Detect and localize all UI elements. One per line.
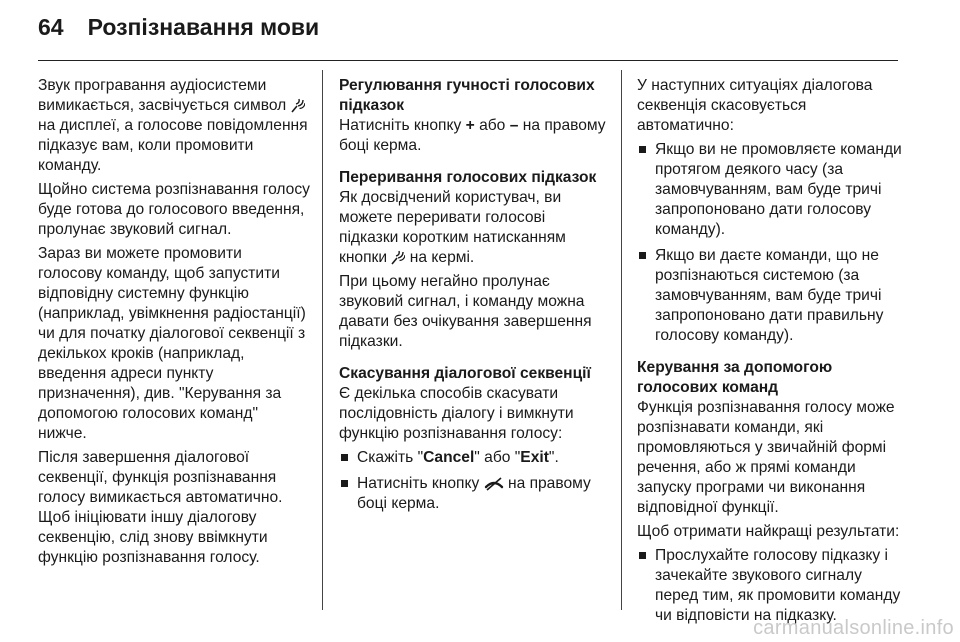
page-number: 64	[38, 14, 64, 40]
section-volume	[339, 76, 607, 156]
section-cancel	[339, 364, 607, 514]
auto-cancel-list	[637, 140, 905, 346]
paragraph-speak: Зараз ви можете промовити голосову команду, щоб запустити відповідну системну функцію (наприклад, увімкнення радіостанції) чи для початку діалогової секвенції з декількох кроків (наприклад, введення адреси пункту призначення), див. "Керування за допомогою голосових команд" нижче.	[38, 245, 306, 442]
page-title: Розпізнавання мови	[87, 14, 320, 40]
paragraph-display-symbol	[38, 76, 310, 176]
list-text: " або "	[474, 449, 521, 466]
paragraph-after-dialog: Після завершення діалогової секвенції, функція розпізнавання голосу вимикається автоматично. Щоб ініціювати іншу діалогову секвенцію, слід знову ввімкнути функцію розпізнавання голосу.	[38, 449, 283, 566]
results-list	[637, 546, 905, 626]
plus-symbol: +	[465, 117, 475, 134]
paragraph-results: Щоб отримати найкращі результати:	[637, 523, 900, 540]
heading-control: Керування за допомогою голосових команд	[637, 359, 833, 396]
column-2	[339, 76, 607, 526]
paragraph-text: Як досвідчений користувач, ви можете переривати голосові підказки коротким натисканням кнопки	[339, 189, 566, 266]
column-1	[38, 76, 310, 572]
list-text: Натисніть кнопку	[357, 475, 480, 492]
column-3	[637, 76, 905, 638]
paragraph-control: Функція розпізнавання голосу може розпізнавати команди, які промовляються у звичайній формі речення, або ж прямі команди запуску програми чи виконання відповідної функції.	[637, 399, 895, 516]
page-header	[38, 14, 319, 54]
paragraph-interrupt-2: При цьому негайно пролунає звуковий сигнал, і команду можна давати без очікування завершення підказки.	[339, 273, 592, 350]
paragraph-interrupt	[339, 188, 607, 268]
list-item	[339, 474, 607, 514]
list-text: Скажіть "	[357, 449, 424, 466]
list-item: Якщо ви даєте команди, що не розпізнаються системою (за замовчуванням, вам буде тричі запропоновано дати правильну голосову команду).	[637, 246, 905, 346]
paragraph-volume	[339, 116, 607, 156]
paragraph-auto-cancel: У наступних ситуаціях діалогова секвенція скасовується автоматично:	[637, 77, 873, 134]
section-auto-cancel	[637, 76, 905, 346]
hangup-icon	[484, 477, 504, 491]
list-item: Прослухайте голосову підказку і зачекайте звукового сигналу перед тим, як промовити команду чи відповісти на підказку.	[637, 546, 905, 626]
column-divider-1	[322, 70, 323, 610]
exit-keyword: Exit	[520, 449, 549, 466]
paragraph-text: або	[479, 117, 506, 134]
paragraph-text: на правому боці керма.	[339, 117, 606, 154]
heading-volume: Регулювання гучності голосових підказок	[339, 77, 595, 114]
voice-icon	[391, 249, 405, 265]
cancel-keyword: Cancel	[423, 449, 475, 466]
header-rule	[38, 60, 898, 61]
paragraph-cancel: Є декілька способів скасувати послідовність діалогу і вимкнути функцію розпізнавання голосу:	[339, 385, 574, 442]
watermark: carmanualsonline.info	[753, 617, 954, 639]
list-item: Якщо ви не промовляєте команди протягом деякого часу (за замовчуванням, вам буде тричі запропоновано дати голосову команду).	[637, 140, 905, 240]
cancel-list	[339, 448, 607, 514]
column-divider-2	[621, 70, 622, 610]
heading-interrupt: Переривання голосових підказок	[339, 169, 597, 186]
voice-icon	[291, 97, 305, 113]
paragraph-text: Звук програвання аудіосистеми вимикається, засвічується символ	[38, 77, 287, 114]
list-text: ".	[548, 449, 559, 466]
list-item	[339, 448, 607, 468]
paragraph-text: на дисплеї, а голосове повідомлення підказує вам, коли промовити команду.	[38, 117, 308, 174]
heading-cancel: Скасування діалогової секвенції	[339, 365, 591, 382]
list-text: на правому боці керма.	[357, 475, 591, 512]
paragraph-text: на кермі.	[409, 249, 475, 266]
section-interrupt	[339, 168, 607, 352]
paragraph-text: Натисніть кнопку	[339, 117, 462, 134]
minus-symbol: –	[509, 117, 519, 134]
paragraph-ready: Щойно система розпізнавання голосу буде готова до голосового введення, пролунає звуковий сигнал.	[38, 181, 310, 238]
section-control	[637, 358, 905, 626]
